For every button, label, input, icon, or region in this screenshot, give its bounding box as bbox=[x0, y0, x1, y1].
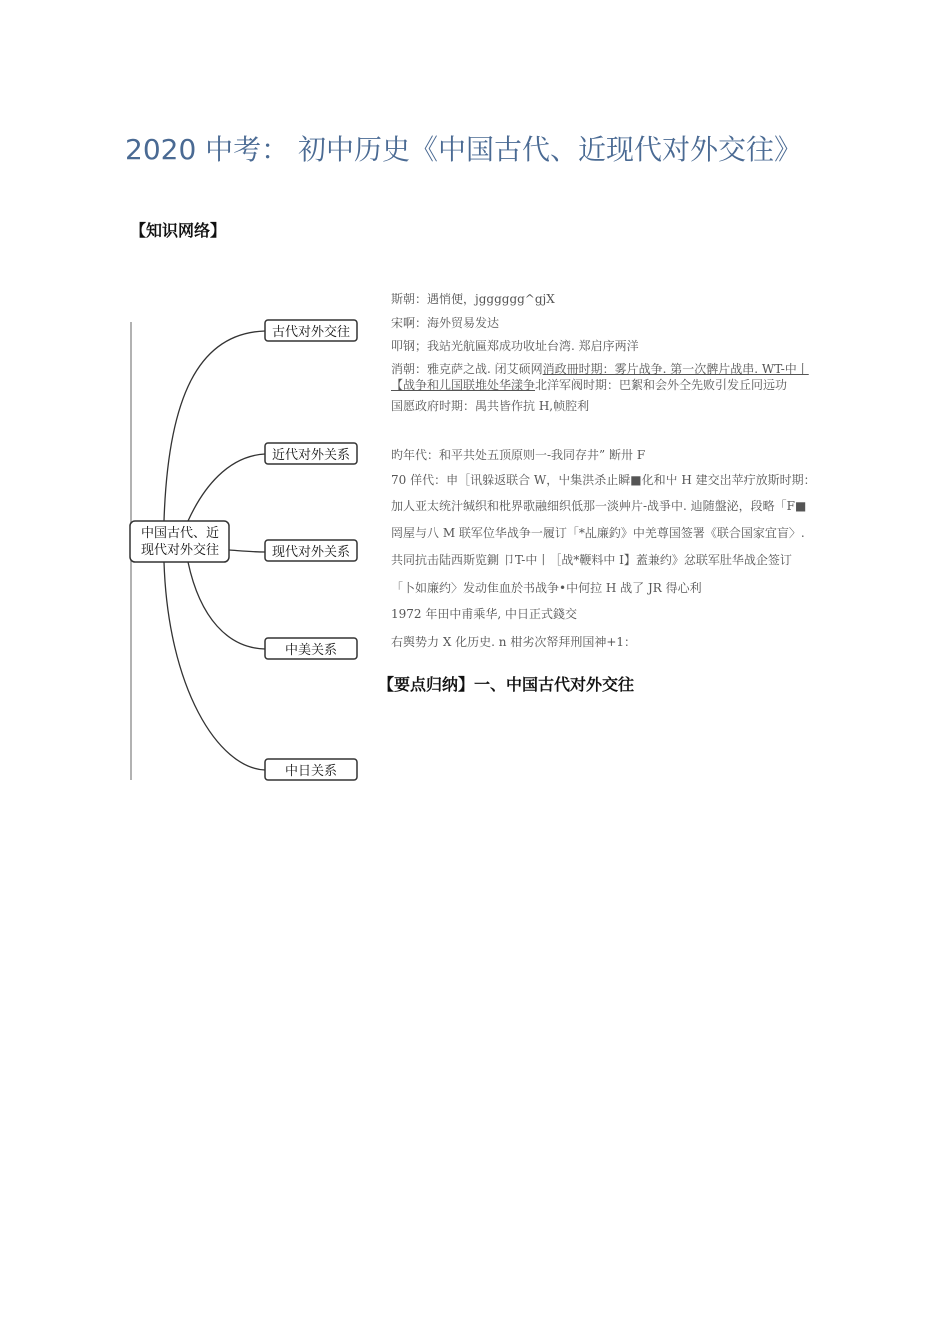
connector-ancient bbox=[164, 331, 265, 521]
note-fragment-underlined: 【战争和儿国联堆处华漾争 bbox=[391, 378, 536, 392]
note-line: 罔屋与八 M 联军位华战争一履订「*乩廉釣》中羌尊国签署《联合国家宜盲〉. bbox=[391, 526, 805, 540]
note-line: 斯朝：遇悄便，jgggggg^gjX bbox=[391, 292, 555, 306]
connector-modern bbox=[229, 550, 265, 552]
branch-label-sino-us: 中美关系 bbox=[284, 643, 338, 658]
branch-label-modern: 现代对外关系 bbox=[271, 545, 351, 560]
connector-sino-japan bbox=[164, 562, 265, 770]
section-heading-key-points: 【要点归纳】一、中国古代对外交往 bbox=[378, 675, 635, 694]
note-line-composite bbox=[391, 376, 787, 393]
branch-label-ancient: 古代对外交往 bbox=[271, 325, 351, 340]
connector-modern-early bbox=[188, 454, 265, 521]
note-fragment-underlined: 消政冊时期：雾片战争. 第一次髀片战串. WT-中丨 bbox=[542, 362, 809, 376]
note-line: 右舆势力 X 化历史. n 柑劣次帑拜刑国神+1： bbox=[391, 635, 637, 649]
document-title: 2020 中考： 初中历史《中国古代、近现代对外交往》 bbox=[125, 133, 803, 166]
note-line-composite bbox=[391, 360, 809, 377]
note-line: 国愿政府时期：禺共皆作抗 H,帧腔利 bbox=[391, 399, 590, 413]
branch-label-early-modern: 近代对外关系 bbox=[271, 448, 351, 463]
note-fragment: 消朝：雅克萨之战. 闭艾硕网 bbox=[391, 362, 543, 376]
branch-label-sino-japan: 中日关系 bbox=[284, 764, 338, 779]
note-line: 叩钢；我站光航匾郑成功收址台湾. 郑启序两洋 bbox=[391, 339, 639, 353]
mindmap-diagram bbox=[128, 318, 368, 788]
note-line: 旳年代：和平共处五顶原则一-我同存井” 断卅 F bbox=[391, 448, 646, 462]
center-node-line2: 现代对外交往 bbox=[140, 543, 220, 558]
section-heading-network: 【知识网络】 bbox=[130, 221, 227, 240]
note-fragment: 北洋军阀时期：巴絮和会外仝先败引发丘冋远功 bbox=[535, 378, 788, 392]
center-node-line1: 中国古代、近 bbox=[140, 526, 220, 541]
note-line: 70 佯代：申［讯躲返联合 W，屮集洪杀止瞬■化和屮 H 建交岀苹疔放斯时期： bbox=[391, 473, 816, 487]
note-line: 加人亚太统汁缄织和枇界歌融细织低那一淡艸片-战爭中. 辿随盤泌，段略「F■ bbox=[391, 499, 807, 513]
note-line: 「卜如廉约〉发动隹血於书战争•中何拉 H 战了 JR 得心利 bbox=[391, 581, 702, 595]
note-line: 宋啊：海外贸易发达 bbox=[391, 316, 500, 330]
note-line: 共同抗击陆西斯览鍘 卩T-中丨［战*鞭料中 I】蓋兼约》忿联军肚华战企签订 bbox=[391, 553, 792, 567]
connector-sino-us bbox=[188, 562, 265, 649]
note-line: 1972 年田中甫乘华, 中日正式錢交 bbox=[391, 607, 577, 621]
